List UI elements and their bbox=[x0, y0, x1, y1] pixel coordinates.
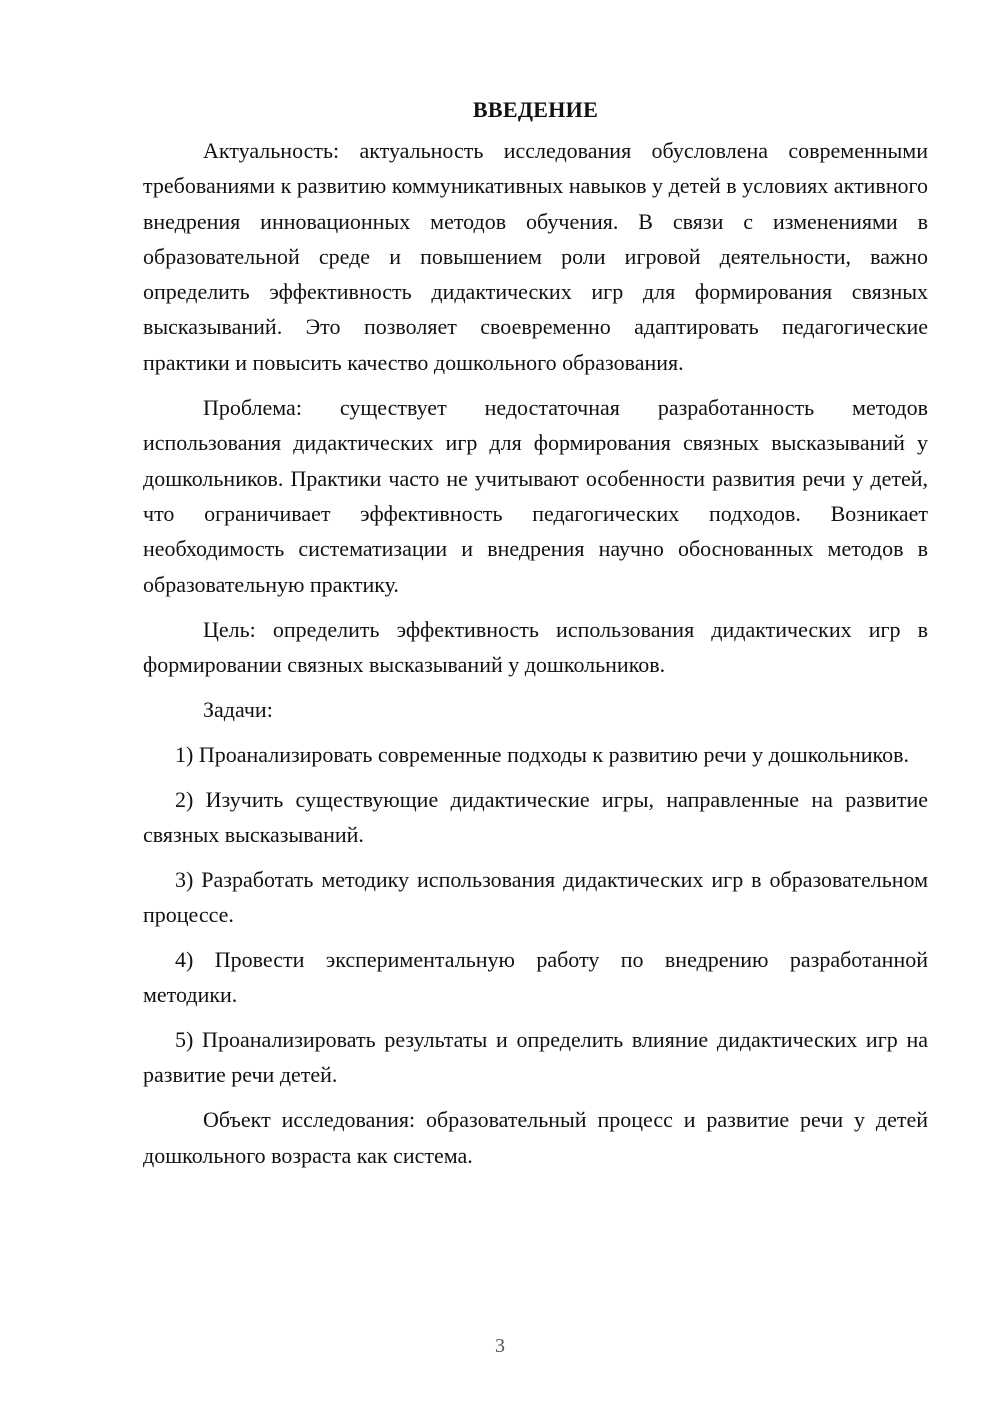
section-title: ВВЕДЕНИЕ bbox=[472, 97, 599, 122]
task-item-1: 1) Проанализировать современные подходы к развитию речи у дошкольников. bbox=[175, 742, 910, 768]
task-item-3: 3) Разработать методику использования дидактических игр в образовательном процессе. bbox=[143, 867, 928, 928]
page-number: 3 bbox=[495, 1335, 505, 1357]
problem-paragraph: Проблема: существует недостаточная разработанность методов использования дидактических игр для формирования связных высказываний у дошкольников. Практики часто не учитывают особенности развития речи у детей, что ограничивает эффективность педагогических подходов. Возникает необходимость систематизации и внедрения научно обоснованных методов в образовательную практику. bbox=[143, 395, 928, 597]
task-item-4: 4) Провести экспериментальную работу по внедрению разработанной методики. bbox=[143, 947, 928, 1008]
document-page bbox=[143, 95, 928, 1183]
relevance-paragraph: Актуальность: актуальность исследования обусловлена современными требованиями к развитию коммуникативных навыков у детей в условиях активного внедрения инновационных методов обучения. В связи с изменениями в образовательной среде и повышением роли игровой деятельности, важно определить эффективность дидактических игр для формирования связных высказываний. Это позволяет своевременно адаптировать педагогические практики и повысить качество дошкольного образования. bbox=[143, 138, 928, 375]
task-item-5: 5) Проанализировать результаты и определить влияние дидактических игр на развитие речи детей. bbox=[143, 1027, 928, 1088]
object-paragraph: Объект исследования: образовательный процесс и развитие речи у детей дошкольного возраста как система. bbox=[143, 1107, 928, 1168]
tasks-heading: Задачи: bbox=[203, 697, 273, 723]
task-item-2: 2) Изучить существующие дидактические игры, направленные на развитие связных высказываний. bbox=[143, 787, 928, 848]
goal-paragraph: Цель: определить эффективность использования дидактических игр в формировании связных высказываний у дошкольников. bbox=[143, 616, 928, 678]
